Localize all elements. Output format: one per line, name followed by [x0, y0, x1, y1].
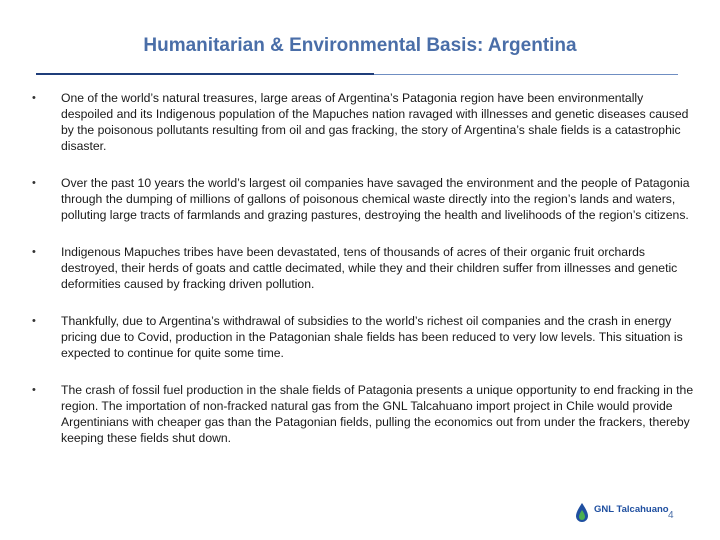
page-number: 4 [668, 510, 674, 521]
bullet-item [26, 382, 696, 446]
bullet-text: The crash of fossil fuel production in the shale fields of Patagonia presents a unique opportunity to end fracking in the region. The importation of non-fracked natural gas from the GNL Talcahuano import project in Chile would provide Argentinians with cheaper gas than the Patagonian fields, pulling the economics out from under the frackers, thereby keeping these fields shut down. [61, 383, 694, 445]
bullet-text: Indigenous Mapuches tribes have been devastated, tens of thousands of acres of their organic fruit orchards destroyed, their herds of goats and cattle decimated, while they and their children suffer from illnesses and genetic deformities caused by fracking driven pollution. [61, 245, 678, 291]
company-logo [570, 500, 670, 528]
bullet-item [26, 175, 696, 223]
bullet-marker: • [32, 246, 36, 258]
slide-title: Humanitarian & Environmental Basis: Argentina [143, 35, 577, 56]
gas-drop-icon [574, 502, 590, 524]
bullet-item [26, 244, 696, 292]
bullet-item [26, 313, 696, 361]
bullet-item [26, 90, 696, 154]
bullet-marker: • [32, 92, 36, 104]
bullet-marker: • [32, 177, 36, 189]
title-underline-light [374, 74, 678, 75]
bullet-text: One of the world’s natural treasures, large areas of Argentina’s Patagonia region have been environmentally despoiled and its Indigenous population of the Mapuches nation ravaged with illnesses and genetic diseases caused by the poisonous pollutants resulting from oil and gas fracking, the story of Argentina’s shale fields is a catastrophic disaster. [61, 91, 689, 153]
title-underline-dark [36, 73, 374, 75]
bullet-text: Over the past 10 years the world’s largest oil companies have savaged the environment and the people of Patagonia through the dumping of millions of gallons of poisonous chemical waste directly into the region’s lands and waters, polluting large tracts of farmlands and grazing pastures, destroying the health and livelihoods of the region’s citizens. [61, 176, 690, 222]
bullet-marker: • [32, 315, 36, 327]
logo-wordmark: GNL Talcahuano [594, 504, 669, 515]
bullet-marker: • [32, 384, 36, 396]
bullet-list [26, 90, 696, 467]
bullet-text: Thankfully, due to Argentina’s withdrawal of subsidies to the world’s richest oil companies and the crash in energy pricing due to Covid, production in the Patagonian shale fields has been reduced to very low levels. This situation is expected to continue for quite some time. [61, 314, 683, 360]
